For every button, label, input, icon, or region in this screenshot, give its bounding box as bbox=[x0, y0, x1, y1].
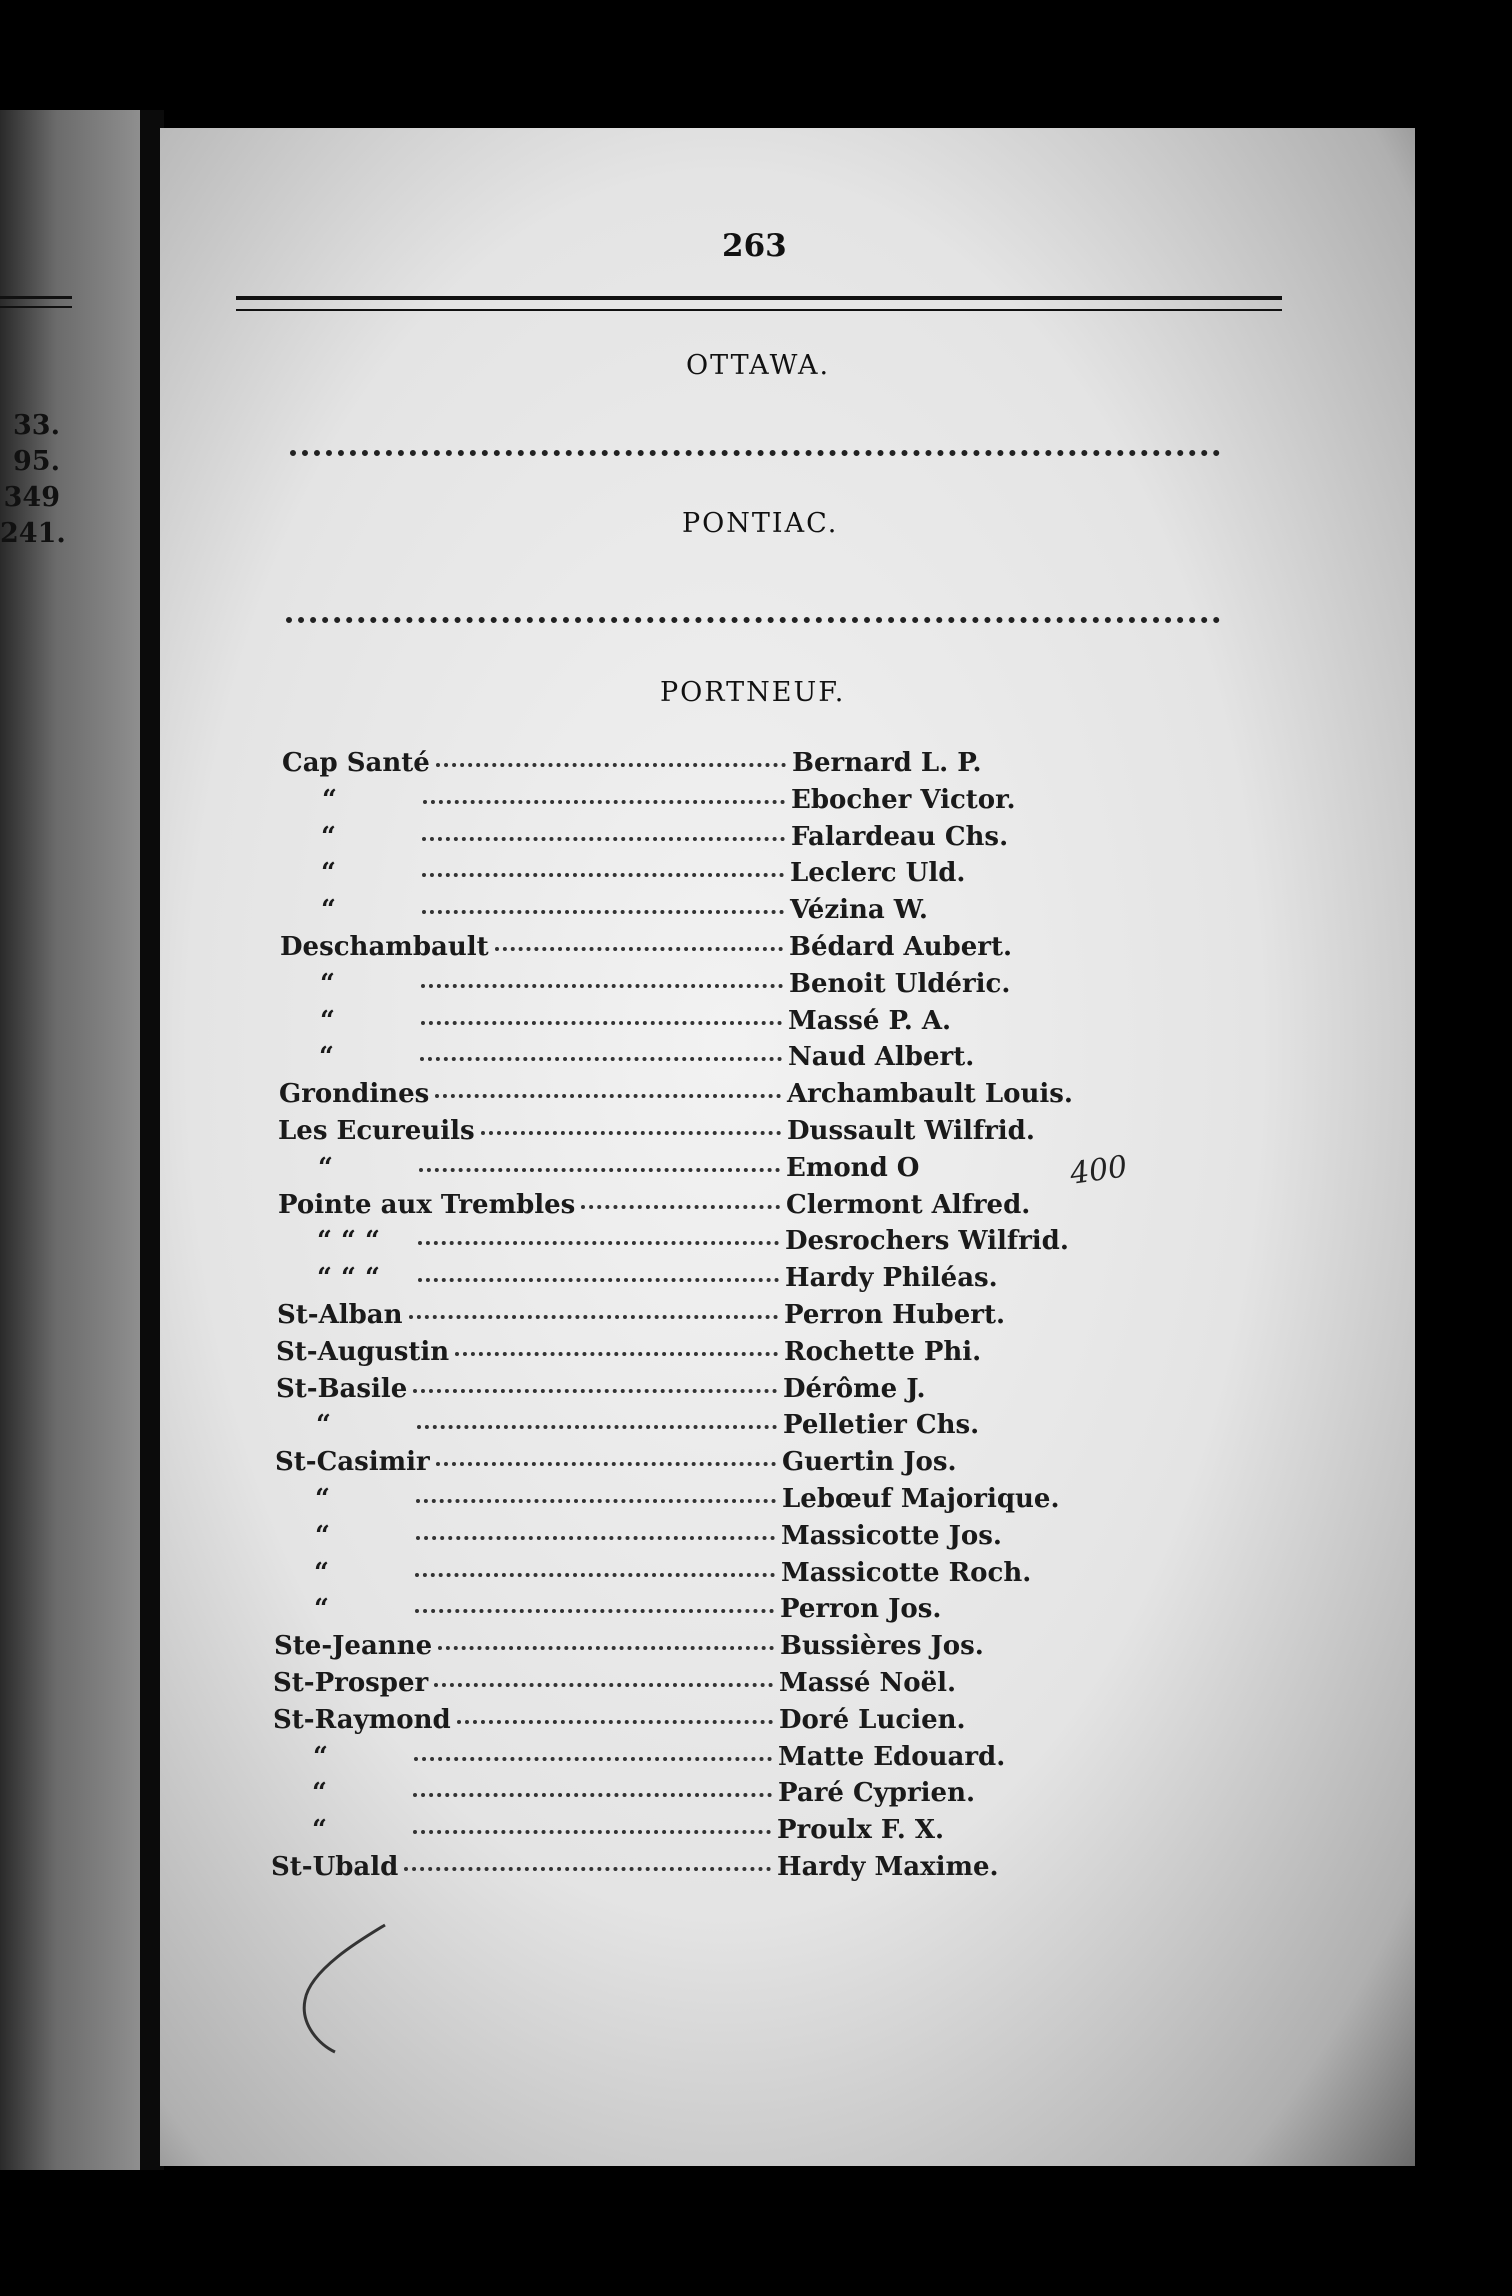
dot-leader bbox=[455, 1352, 778, 1356]
place-name: “ bbox=[315, 1484, 330, 1514]
place-name: St-Basile bbox=[276, 1373, 408, 1404]
dot-leader bbox=[457, 1720, 773, 1724]
list-item bbox=[281, 822, 1041, 856]
place-name: “ bbox=[313, 1741, 328, 1772]
person-name: Doré Lucien. bbox=[779, 1704, 966, 1735]
place-name: “ bbox=[321, 821, 336, 852]
place-name: “ bbox=[321, 895, 336, 926]
place-name: “ bbox=[318, 1152, 333, 1183]
person-name: Vézina W. bbox=[790, 895, 928, 926]
handwritten-note: 400 bbox=[1067, 1149, 1130, 1192]
list-item bbox=[275, 1521, 1031, 1555]
place-name: “ bbox=[320, 1005, 335, 1036]
list-item bbox=[276, 1410, 1033, 1444]
person-name: Rochette Phi. bbox=[784, 1336, 982, 1367]
dot-leader bbox=[409, 1315, 778, 1319]
list-item bbox=[279, 1042, 1038, 1076]
place-name: St-Raymond bbox=[273, 1704, 451, 1735]
list-item bbox=[273, 1705, 1029, 1739]
place-name: St-Alban bbox=[277, 1300, 403, 1330]
page-number: 263 bbox=[722, 228, 787, 264]
list-item bbox=[278, 1116, 1037, 1150]
dot-leader bbox=[422, 837, 785, 841]
dot-leader bbox=[423, 800, 785, 804]
place-name: “ bbox=[315, 1520, 330, 1551]
dot-leader bbox=[421, 984, 783, 988]
dot-leader bbox=[417, 1425, 777, 1429]
person-name: Guertin Jos. bbox=[782, 1447, 957, 1478]
dot-leader bbox=[421, 1021, 782, 1025]
list-item bbox=[271, 1852, 1027, 1886]
list-item bbox=[272, 1778, 1028, 1812]
dot-leader bbox=[481, 1131, 781, 1135]
person-name: Hardy Philéas. bbox=[785, 1263, 998, 1294]
place-name: “ bbox=[320, 968, 335, 999]
person-name: Ebocher Victor. bbox=[791, 784, 1016, 815]
dot-leader bbox=[436, 763, 786, 767]
previous-page-number: 241. bbox=[0, 518, 66, 549]
pen-scribble bbox=[290, 1920, 410, 2060]
list-item bbox=[278, 1153, 1036, 1187]
dot-leader bbox=[413, 1830, 771, 1834]
person-name: Desrochers Wilfrid. bbox=[785, 1226, 1069, 1257]
person-name: Lebœuf Majorique. bbox=[782, 1484, 1060, 1514]
dot-leader bbox=[413, 1389, 777, 1393]
person-name: Leclerc Uld. bbox=[790, 858, 966, 889]
dot-leader bbox=[416, 1536, 775, 1540]
place-name: Pointe aux Trembles bbox=[278, 1189, 576, 1220]
person-name: Falardeau Chs. bbox=[791, 821, 1009, 852]
person-name: Massé P. A. bbox=[788, 1005, 952, 1036]
list-item bbox=[277, 1300, 1034, 1334]
place-name: “ bbox=[312, 1778, 327, 1809]
place-name: “ bbox=[314, 1557, 329, 1588]
dot-leader bbox=[438, 1646, 774, 1650]
place-name: Grondines bbox=[279, 1079, 430, 1110]
list-item bbox=[282, 748, 1042, 782]
place-name: Deschambault bbox=[280, 932, 489, 962]
list-item bbox=[273, 1742, 1028, 1776]
person-name: Bussières Jos. bbox=[780, 1631, 984, 1662]
person-name: Archambault Louis. bbox=[787, 1079, 1073, 1110]
place-name: St-Prosper bbox=[273, 1668, 429, 1698]
previous-page-number: 349 bbox=[3, 482, 60, 513]
dot-leader bbox=[414, 1757, 772, 1761]
person-name: Hardy Maxime. bbox=[777, 1852, 999, 1882]
dot-leader bbox=[418, 1241, 779, 1245]
dot-leader bbox=[413, 1793, 772, 1797]
place-name: “ bbox=[321, 858, 336, 889]
list-item bbox=[272, 1815, 1027, 1849]
person-name: Bernard L. P. bbox=[792, 748, 982, 778]
person-name: Massicotte Jos. bbox=[781, 1520, 1002, 1551]
place-name: Les Ecureuils bbox=[278, 1116, 475, 1146]
person-name: Clermont Alfred. bbox=[786, 1189, 1031, 1220]
previous-page-number: 33. bbox=[13, 410, 60, 441]
dot-leader bbox=[416, 1499, 776, 1503]
person-name: Proulx F. X. bbox=[777, 1815, 945, 1846]
list-item bbox=[278, 1190, 1036, 1224]
person-name: Bédard Aubert. bbox=[789, 932, 1013, 962]
person-name: Pelletier Chs. bbox=[783, 1410, 980, 1441]
list-item bbox=[276, 1374, 1033, 1408]
list-item bbox=[275, 1484, 1060, 1518]
place-name: St-Ubald bbox=[271, 1852, 399, 1882]
place-name: Ste-Jeanne bbox=[274, 1631, 433, 1662]
list-item bbox=[274, 1594, 1030, 1628]
list-item bbox=[275, 1447, 1032, 1481]
person-name: Paré Cyprien. bbox=[778, 1778, 976, 1809]
list-item bbox=[282, 785, 1041, 819]
list-item bbox=[281, 858, 1040, 892]
list-item bbox=[281, 895, 1040, 929]
dot-leader bbox=[415, 1609, 774, 1613]
list-item bbox=[277, 1263, 1035, 1297]
person-name: Dussault Wilfrid. bbox=[787, 1116, 1035, 1146]
section-title-portneuf: PORTNEUF. bbox=[660, 677, 846, 708]
list-item bbox=[274, 1558, 1031, 1592]
list-item bbox=[274, 1631, 1030, 1665]
list-item bbox=[277, 1226, 1069, 1260]
dot-leader bbox=[495, 947, 783, 951]
place-name: “ bbox=[312, 1815, 327, 1846]
list-item bbox=[280, 969, 1039, 1003]
dot-leader bbox=[418, 1278, 779, 1282]
dot-leader bbox=[404, 1867, 771, 1871]
place-name: “ bbox=[316, 1410, 331, 1441]
dot-leader bbox=[581, 1205, 780, 1209]
person-name: Naud Albert. bbox=[788, 1042, 975, 1073]
dot-leader bbox=[422, 873, 784, 877]
person-name: Dérôme J. bbox=[783, 1373, 926, 1404]
dot-leader bbox=[435, 1094, 781, 1098]
dot-leader bbox=[415, 1573, 775, 1577]
place-name: “ “ “ bbox=[317, 1226, 380, 1257]
person-name: Matte Edouard. bbox=[778, 1741, 1006, 1772]
list-item bbox=[276, 1337, 1034, 1371]
person-name: Emond O bbox=[786, 1152, 920, 1183]
place-name: St-Casimir bbox=[275, 1447, 430, 1478]
list-item bbox=[279, 1079, 1073, 1113]
list-item bbox=[280, 932, 1039, 966]
place-name: Cap Santé bbox=[282, 748, 430, 778]
section-title-ottawa: OTTAWA. bbox=[686, 350, 831, 381]
place-name: “ bbox=[314, 1594, 329, 1625]
person-name: Perron Hubert. bbox=[784, 1300, 1006, 1330]
dot-leader bbox=[422, 910, 784, 914]
person-name: Massé Noël. bbox=[779, 1668, 957, 1698]
dot-leader bbox=[420, 1057, 782, 1061]
list-item bbox=[273, 1668, 1029, 1702]
place-name: “ “ “ bbox=[317, 1263, 380, 1294]
person-name: Benoit Uldéric. bbox=[789, 968, 1011, 999]
person-name: Perron Jos. bbox=[780, 1594, 942, 1625]
place-name: “ bbox=[319, 1042, 334, 1073]
person-name: Massicotte Roch. bbox=[781, 1557, 1032, 1588]
section-title-pontiac: PONTIAC. bbox=[682, 508, 839, 539]
dot-leader bbox=[434, 1683, 773, 1687]
list-item bbox=[280, 1006, 1038, 1040]
place-name: St-Augustin bbox=[276, 1336, 450, 1367]
place-name: “ bbox=[322, 784, 337, 815]
dot-leader bbox=[436, 1462, 776, 1466]
dot-leader bbox=[419, 1168, 780, 1172]
previous-page-number: 95. bbox=[13, 446, 60, 477]
